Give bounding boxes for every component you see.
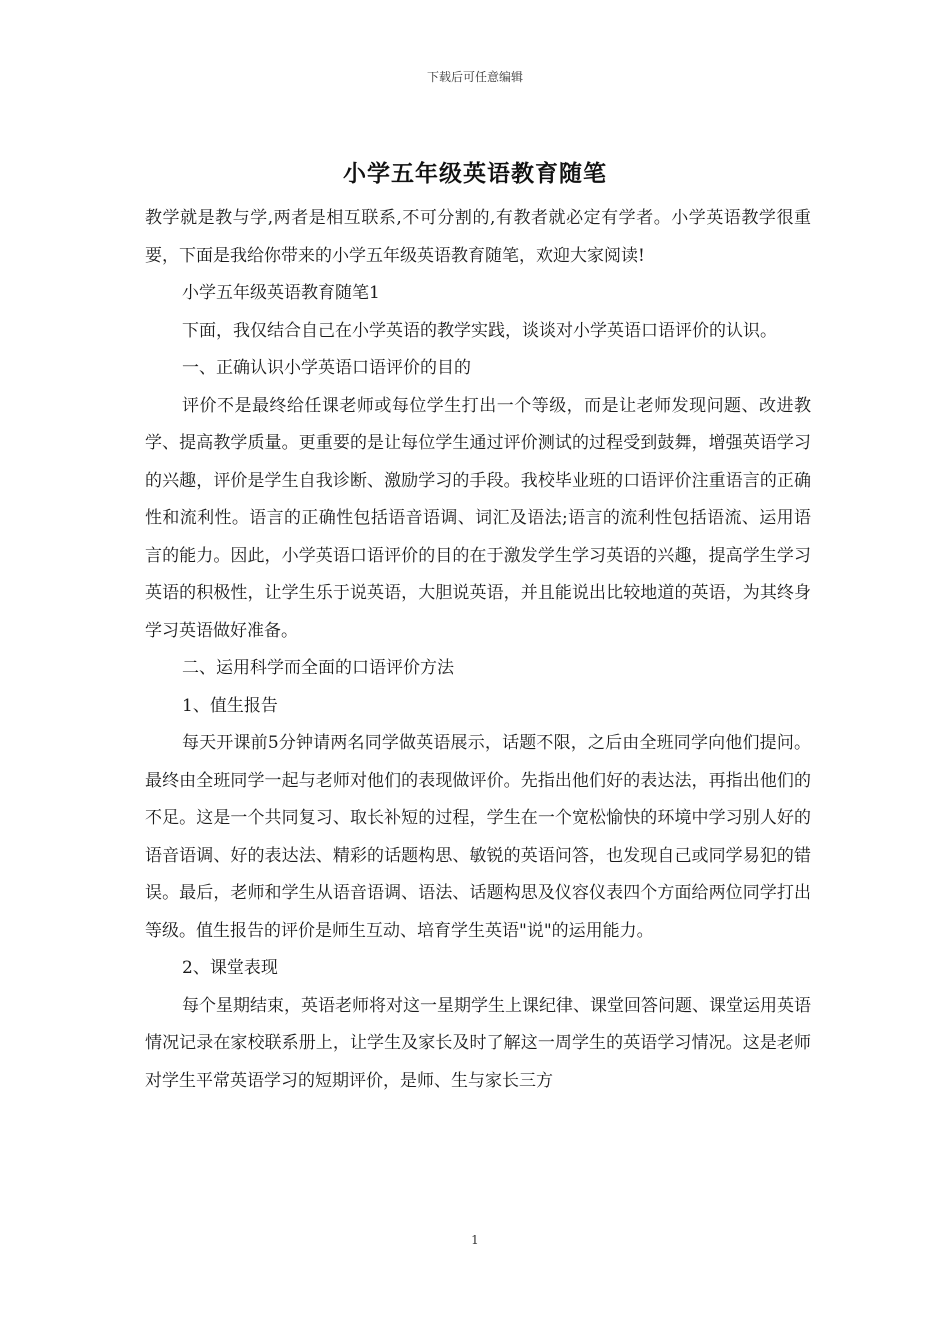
section-heading: 一、正确认识小学英语口语评价的目的 (182, 358, 471, 378)
section-heading: 二、运用科学而全面的口语评价方法 (182, 658, 454, 678)
body-paragraph: 评价不是最终给任课老师或每位学生打出一个等级，而是让老师发现问题、改进教学、提高教学质量。更重要的是让每位学生通过评价测试的过程受到鼓舞，增强英语学习的兴趣，评价是学生自我诊断、激励学习的手段。我校毕业班的口语评价注重语言的正确性和流利性。语言的正确性包括语音语调、词汇及语法;语言的流利性包括语流、运用语言的能力。因此，小学英语口语评价的目的在于激发学生学习英语的兴趣，提高学生学习英语的积极性，让学生乐于说英语，大胆说英语，并且能说出比较地道的英语，为其终身学习英语做好准备。 (145, 395, 811, 641)
intro-paragraph: 教学就是教与学,两者是相互联系,不可分割的,有教者就必定有学者。小学英语教学很重要，下面是我给你带来的小学五年级英语教育随笔，欢迎大家阅读! (145, 208, 811, 266)
header-note: 下载后可任意编辑 (426, 70, 523, 84)
body-paragraph: 下面，我仅结合自己在小学英语的教学实践，谈谈对小学英语口语评价的认识。 (182, 320, 777, 341)
body-paragraph: 每天开课前5分钟请两名同学做英语展示，话题不限，之后由全班同学向他们提问。最终由全班同学一起与老师对他们的表现做评价。先指出他们好的表达法，再指出他们的不足。这是一个共同复习、取长补短的过程，学生在一个宽松愉快的环境中学习别人好的语音语调、好的表达法、精彩的话题构思、敏锐的英语问答，也发现自己或同学易犯的错误。最后，老师和学生从语音语调、语法、话题构思及仪容仪表四个方面给两位同学打出等级。值生报告的评价是师生互动、培育学生英语"说"的运用能力。 (145, 733, 811, 941)
subsection-heading: 2、课堂表现 (182, 958, 278, 978)
body-paragraph: 每个星期结束，英语老师将对这一星期学生上课纪律、课堂回答问题、课堂运用英语情况记录在家校联系册上，让学生及家长及时了解这一周学生的英语学习情况。这是老师对学生平常英语学习的短期评价，是师、生与家长三方 (145, 995, 811, 1091)
document-title: 小学五年级英语教育随笔 (343, 160, 607, 187)
document-body (145, 200, 811, 1100)
page-number: 1 (471, 1233, 479, 1247)
subsection-heading: 1、值生报告 (182, 695, 278, 716)
section-heading: 小学五年级英语教育随笔1 (182, 283, 380, 303)
